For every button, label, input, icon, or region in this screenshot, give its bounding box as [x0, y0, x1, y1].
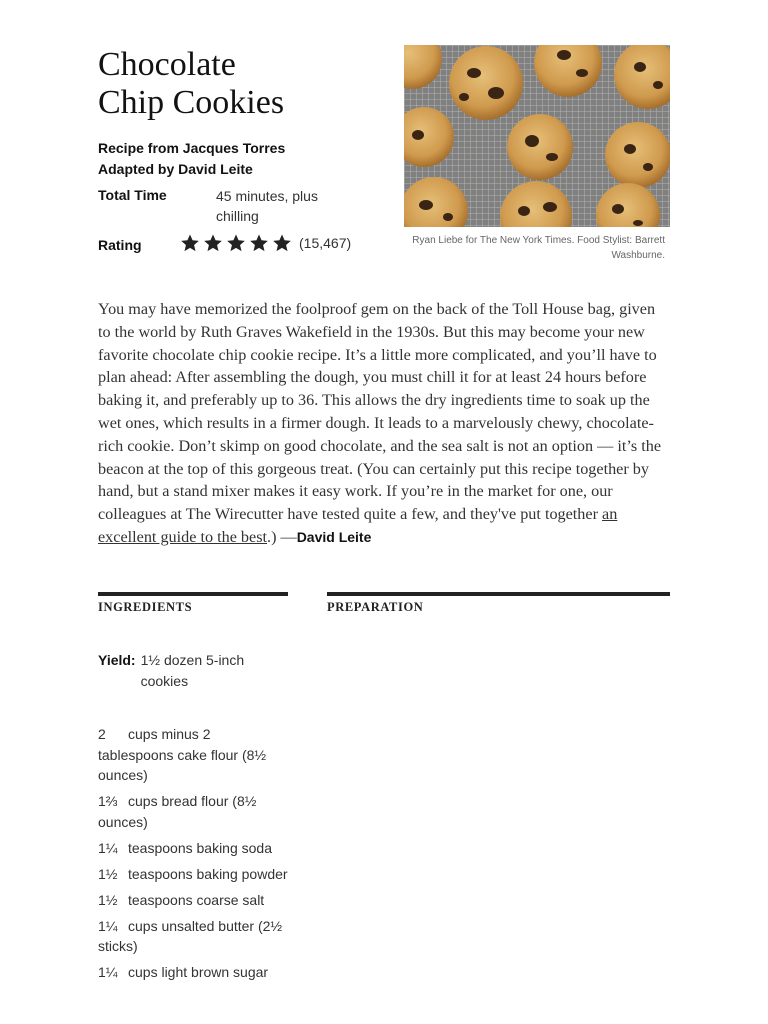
- star-icon[interactable]: [180, 233, 200, 253]
- wirecutter-guide-link[interactable]: an excellent guide to the best: [98, 505, 618, 546]
- total-time-value: 45 minutes, plus chilling: [216, 188, 318, 224]
- ingredient-quantity: 1¼: [98, 839, 118, 856]
- ingredient-quantity: 1½: [98, 891, 118, 908]
- ingredient-text: cups light brown sugar: [128, 964, 269, 980]
- ingredient-item: [98, 962, 288, 983]
- ingredient-quantity: 2: [98, 726, 106, 742]
- recipe-title: [98, 46, 378, 122]
- photo-caption: Ryan Liebe for The New York Times. Food Stylist: Barrett Washburne.: [412, 235, 665, 261]
- recipe-source: Recipe from Jacques Torres: [98, 140, 286, 156]
- star-icon[interactable]: [203, 233, 223, 253]
- recipe-adapted-by: Adapted by David Leite: [98, 161, 253, 177]
- ingredients-heading: INGREDIENTS: [98, 600, 193, 614]
- recipe-yield: [98, 650, 288, 691]
- recipe-title-line-1: Chocolate: [98, 46, 236, 83]
- ingredient-item: [98, 916, 288, 957]
- preparation-rule: [327, 592, 670, 596]
- rating-count: (15,467): [299, 235, 352, 251]
- recipe-intro: [98, 298, 670, 549]
- ingredient-quantity: 1¼: [98, 964, 118, 980]
- intro-author: David Leite: [296, 528, 372, 545]
- ingredient-text: cups unsalted butter (2½ sticks): [98, 917, 283, 954]
- preparation-heading: PREPARATION: [327, 600, 424, 614]
- ingredient-item: [98, 838, 288, 859]
- recipe-photo: [404, 45, 670, 227]
- ingredients-rule: [98, 592, 288, 596]
- ingredient-item: [98, 890, 288, 911]
- ingredient-quantity: 1¼: [98, 917, 118, 934]
- total-time-label: Total Time: [98, 187, 167, 203]
- ingredient-text: teaspoons coarse salt: [128, 891, 265, 908]
- ingredient-text: cups minus 2 tablespoons cake flour (8½ ounces): [98, 726, 267, 783]
- star-icon[interactable]: [272, 233, 292, 253]
- ingredient-text: teaspoons baking powder: [128, 865, 288, 882]
- ingredient-text: teaspoons baking soda: [128, 839, 272, 856]
- ingredients-list: [98, 724, 288, 988]
- intro-text: You may have memorized the foolproof gem on the back of the Toll House bag, given to the world by Ruth Graves Wakefield in the 1930s. But this may become your new favorite chocolate chip cookie recipe. It’s a little more complicated, and you’ll have to plan ahead: After assembling the dough, you must chill it for at least 24 hours before baking it, and preferably up to 36. This allows the dry ingredients time to soak up the wet ones, which results in a firmer dough. It leads to a marvelously chewy, chocolate-rich cookie. Don’t skimp on good chocolate, and the sea salt is not an option — it’s the beacon at the top of this gorgeous treat. (You can certainly put this recipe together by hand, but a stand mixer makes it easy work. If you’re in the market for one, our colleagues at The Wirecutter have tested quite a few, and they've put together: [98, 300, 662, 524]
- ingredient-item: [98, 791, 288, 832]
- yield-value: 1½ dozen 5-inch cookies: [140, 652, 245, 689]
- cookies-photo-illustration: [404, 45, 670, 227]
- intro-after-link: .) —: [267, 527, 297, 546]
- recipe-byline: [98, 138, 358, 180]
- star-icon[interactable]: [249, 233, 269, 253]
- rating-stars[interactable]: [180, 233, 351, 253]
- recipe-title-line-2: Chip Cookies: [98, 84, 285, 121]
- ingredient-item: [98, 864, 288, 885]
- ingredient-quantity: 1½: [98, 865, 118, 882]
- ingredient-text: cups bread flour (8½ ounces): [98, 793, 257, 830]
- ingredient-item: [98, 724, 288, 786]
- rating-label: Rating: [98, 237, 142, 253]
- star-icon[interactable]: [226, 233, 246, 253]
- yield-label: Yield:: [98, 652, 136, 668]
- ingredient-quantity: 1⅔: [98, 793, 118, 809]
